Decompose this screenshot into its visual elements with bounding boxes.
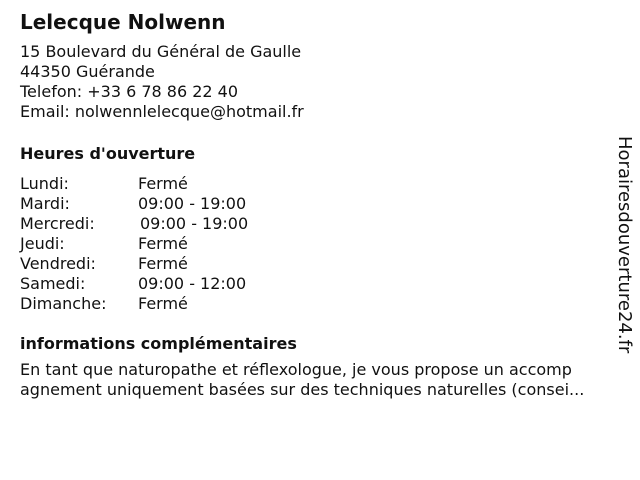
day-label: Lundi: (20, 174, 69, 193)
hours-row-monday (20, 174, 620, 194)
day-label: Vendredi: (20, 254, 96, 273)
hours-row-thursday (20, 234, 620, 254)
day-label: Mercredi: (20, 214, 95, 233)
hours-row-friday (20, 254, 620, 274)
day-hours: Fermé (138, 254, 188, 273)
day-hours: 09:00 - 19:00 (140, 214, 249, 233)
email-address: Email: nolwennlelecque@hotmail.fr (20, 102, 304, 121)
day-hours: Fermé (138, 294, 188, 313)
day-hours: Fermé (138, 234, 188, 253)
day-label: Mardi: (20, 194, 70, 213)
hours-row-tuesday (20, 194, 620, 214)
business-name: Lelecque Nolwenn (20, 10, 226, 34)
address-city: 44350 Guérande (20, 62, 155, 81)
day-label: Samedi: (20, 274, 86, 293)
day-label: Jeudi: (20, 234, 65, 253)
business-card (20, 10, 620, 400)
day-hours: 09:00 - 19:00 (138, 194, 247, 213)
phone-number: Telefon: +33 6 78 86 22 40 (20, 82, 239, 101)
site-watermark: Horairesdouverture24.fr (614, 136, 635, 354)
hours-row-sunday (20, 294, 620, 314)
day-hours: 09:00 - 12:00 (138, 274, 247, 293)
description-line-2: agnement uniquement basées sur des techniques naturelles (consei... (20, 380, 585, 399)
day-hours: Fermé (138, 174, 188, 193)
description-line-1: En tant que naturopathe et réflexologue, je vous propose un accomp (20, 360, 572, 379)
hours-table (20, 174, 620, 314)
info-heading: informations complémentaires (20, 334, 297, 353)
hours-heading: Heures d'ouverture (20, 144, 196, 163)
hours-row-saturday (20, 274, 620, 294)
hours-row-wednesday (20, 214, 620, 234)
day-label: Dimanche: (20, 294, 107, 313)
address-street: 15 Boulevard du Général de Gaulle (20, 42, 302, 61)
